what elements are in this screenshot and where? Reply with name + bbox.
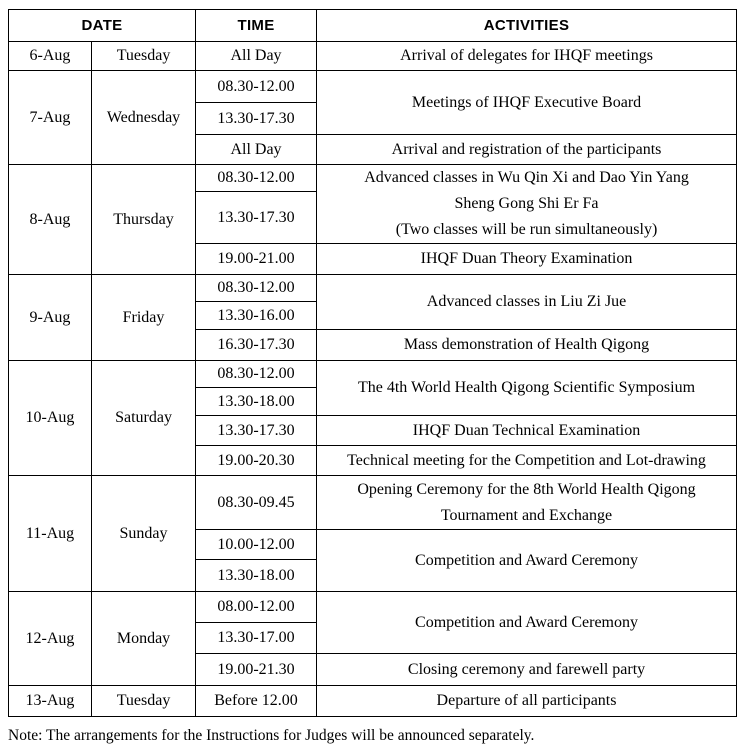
header-time: TIME xyxy=(196,10,317,42)
time-cell: 10.00-12.00 xyxy=(196,530,317,560)
time-cell: 13.30-17.30 xyxy=(196,192,317,244)
time-cell: 13.30-17.00 xyxy=(196,623,317,654)
date-cell: 8-Aug xyxy=(9,165,92,275)
activity-cell: Meetings of IHQF Executive Board xyxy=(317,71,737,135)
day-cell: Tuesday xyxy=(92,42,196,71)
footnote: Note: The arrangements for the Instructions for Judges will be announced separately. xyxy=(8,727,535,744)
table-row xyxy=(9,42,737,71)
time-cell: 08.30-09.45 xyxy=(196,476,317,530)
activity-cell xyxy=(317,476,737,530)
activity-cell: Arrival of delegates for IHQF meetings xyxy=(317,42,737,71)
time-cell: 08.00-12.00 xyxy=(196,592,317,623)
activity-cell: Competition and Award Ceremony xyxy=(317,592,737,654)
time-cell: 08.30-12.00 xyxy=(196,361,317,388)
activity-cell: Departure of all participants xyxy=(317,686,737,717)
time-cell: 19.00-21.30 xyxy=(196,654,317,686)
date-cell: 12-Aug xyxy=(9,592,92,686)
time-cell: 13.30-18.00 xyxy=(196,560,317,592)
activity-cell: Closing ceremony and farewell party xyxy=(317,654,737,686)
time-cell: 08.30-12.00 xyxy=(196,165,317,192)
time-cell: All Day xyxy=(196,135,317,165)
activity-line: Opening Ceremony for the 8th World Health Qigong xyxy=(357,480,696,498)
time-cell: 19.00-21.00 xyxy=(196,244,317,275)
activity-cell: IHQF Duan Theory Examination xyxy=(317,244,737,275)
table-row xyxy=(9,686,737,717)
table-row xyxy=(9,476,737,530)
date-cell: 6-Aug xyxy=(9,42,92,71)
time-cell: Before 12.00 xyxy=(196,686,317,717)
activity-line: Tournament and Exchange xyxy=(440,506,613,524)
table-row xyxy=(9,592,737,623)
day-cell: Thursday xyxy=(92,165,196,275)
activity-line: Sheng Gong Shi Er Fa xyxy=(454,195,599,212)
time-cell: All Day xyxy=(196,42,317,71)
time-cell: 13.30-17.30 xyxy=(196,103,317,135)
activity-cell: Mass demonstration of Health Qigong xyxy=(317,330,737,361)
time-cell: 08.30-12.00 xyxy=(196,71,317,103)
activity-cell: Competition and Award Ceremony xyxy=(317,530,737,592)
activity-cell: Technical meeting for the Competition and Lot-drawing xyxy=(317,446,737,476)
table-row xyxy=(9,71,737,103)
activity-cell: The 4th World Health Qigong Scientific Symposium xyxy=(317,361,737,416)
time-cell: 16.30-17.30 xyxy=(196,330,317,361)
time-cell: 13.30-17.30 xyxy=(196,416,317,446)
schedule-table xyxy=(8,9,737,717)
time-cell: 19.00-20.30 xyxy=(196,446,317,476)
time-cell: 13.30-18.00 xyxy=(196,388,317,416)
activity-cell: Arrival and registration of the participants xyxy=(317,135,737,165)
date-cell: 10-Aug xyxy=(9,361,92,476)
date-cell: 11-Aug xyxy=(9,476,92,592)
activity-line: (Two classes will be run simultaneously) xyxy=(395,221,658,238)
date-cell: 9-Aug xyxy=(9,275,92,361)
activity-cell: Advanced classes in Liu Zi Jue xyxy=(317,275,737,330)
header-row xyxy=(9,10,737,42)
activity-cell xyxy=(317,165,737,244)
day-cell: Sunday xyxy=(92,476,196,592)
day-cell: Monday xyxy=(92,592,196,686)
day-cell: Friday xyxy=(92,275,196,361)
table-row xyxy=(9,361,737,388)
time-cell: 13.30-16.00 xyxy=(196,302,317,330)
header-activities: ACTIVITIES xyxy=(317,10,737,42)
date-cell: 7-Aug xyxy=(9,71,92,165)
day-cell: Wednesday xyxy=(92,71,196,165)
date-cell: 13-Aug xyxy=(9,686,92,717)
table-row xyxy=(9,165,737,192)
table-row xyxy=(9,275,737,302)
activity-line: Advanced classes in Wu Qin Xi and Dao Yin Yang xyxy=(364,169,689,186)
header-date: DATE xyxy=(9,10,196,42)
day-cell: Saturday xyxy=(92,361,196,476)
day-cell: Tuesday xyxy=(92,686,196,717)
time-cell: 08.30-12.00 xyxy=(196,275,317,302)
activity-cell: IHQF Duan Technical Examination xyxy=(317,416,737,446)
